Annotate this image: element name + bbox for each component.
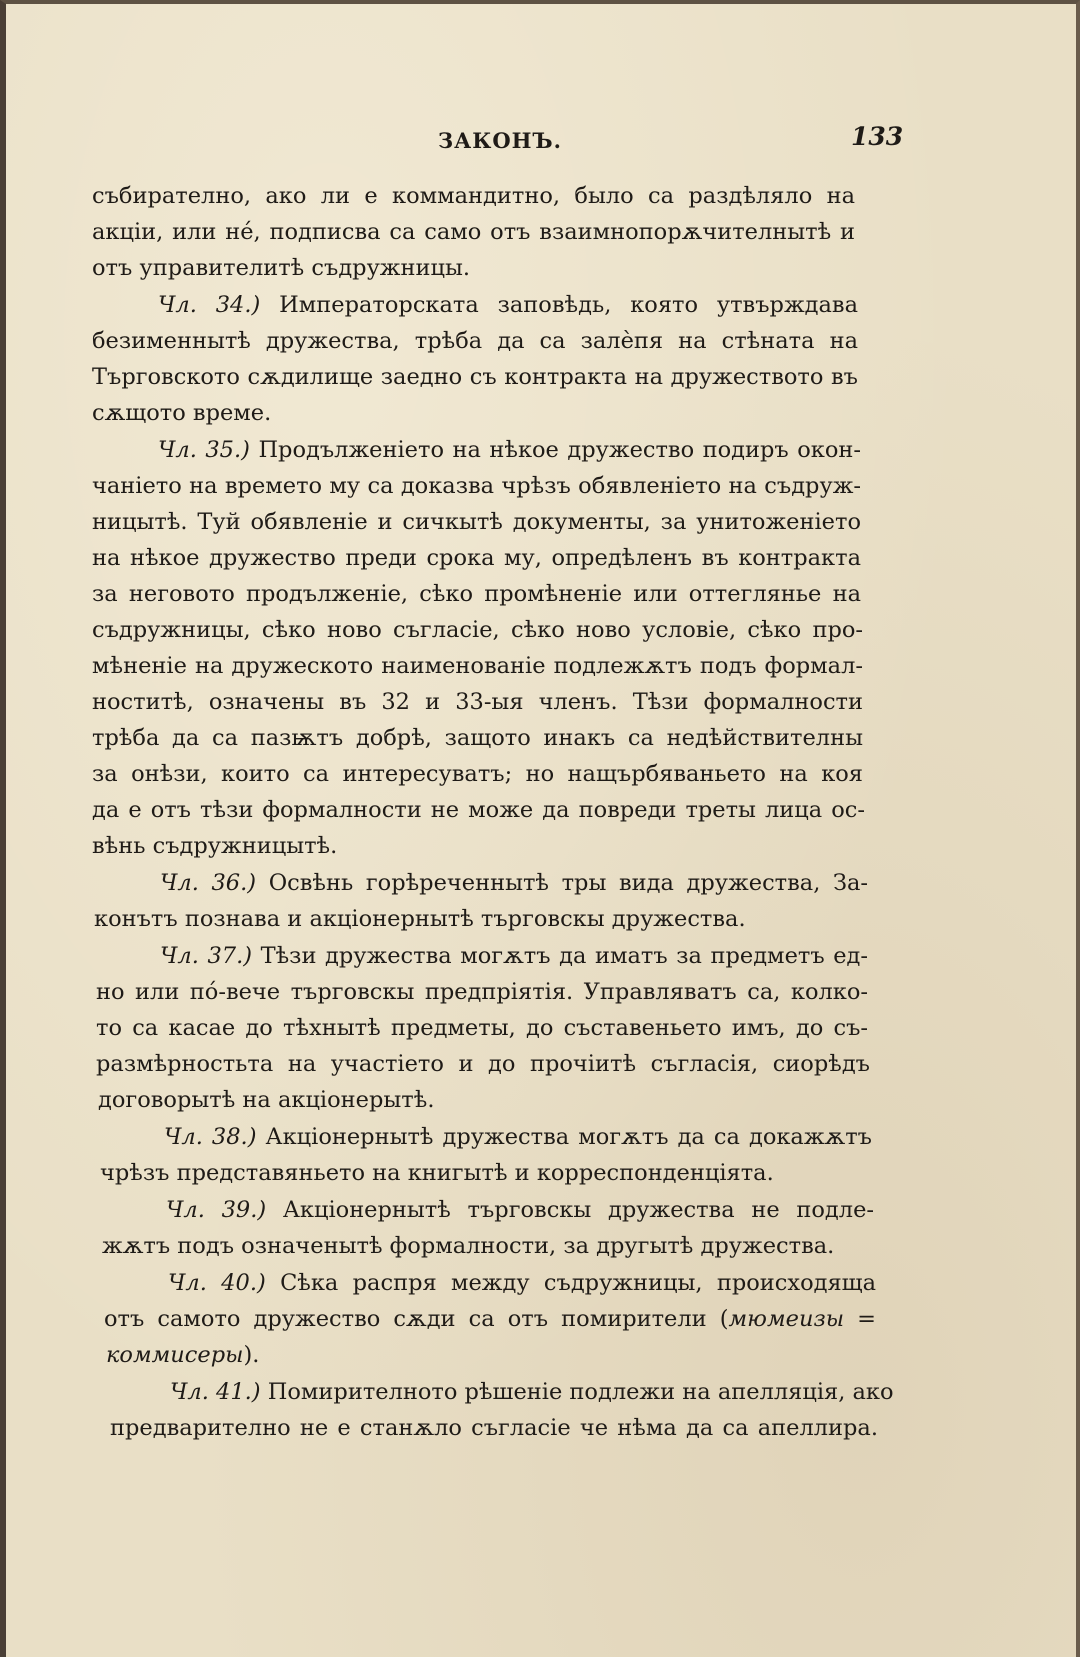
text-line: ноститѣ, означены въ 32 и 33-ыя членъ. Тѣзи формалности xyxy=(92,689,863,715)
text-line: то са касае до тѣхнытѣ предметы, до съставеньето имъ, до съ- xyxy=(96,1015,868,1041)
article-number: Чл. 38.) xyxy=(164,1124,257,1150)
text-line: чрѣзъ представяньето на книгытѣ и корреспонденціята. xyxy=(100,1160,774,1186)
text-line: вѣнь съдружницытѣ. xyxy=(92,833,338,859)
text-line: жѫтъ подъ означенытѣ формалности, за другытѣ дружества. xyxy=(102,1233,835,1259)
text-line: сѫщото време. xyxy=(92,400,272,426)
text-line: на нѣкое дружество преди срока му, опредѣленъ въ контракта xyxy=(92,545,861,571)
text-line: ницытѣ. Туй обявленіе и сичкытѣ документы, за унитоженіето xyxy=(92,509,861,535)
text-line: отъ самото дружество сѫди са отъ помирители (мюмеизы = xyxy=(104,1306,876,1332)
article-37: Чл. 37.) Тѣзи дружества могѫтъ да иматъ за предметъ ед- xyxy=(160,943,868,969)
text-line: Търговското сѫдилище заедно съ контракта на дружеството въ xyxy=(92,364,858,390)
text-line: безименнытѣ дружества, трѣба да са залѐпя на стѣната на xyxy=(92,328,858,354)
article-34: Чл. 34.) Императорската заповѣдь, която утвърждава xyxy=(158,292,858,318)
text-line: съдружницы, сѣко ново съгласіе, сѣко ново условіе, сѣко про- xyxy=(92,617,863,643)
text-line: трѣба да са пазѭтъ добрѣ, защото инакъ са недѣйствителны xyxy=(92,725,863,751)
article-number: Чл. 41.) xyxy=(170,1379,261,1405)
text-line: размѣрностьта на участіето и до прочіитѣ съгласія, сиорѣдъ xyxy=(96,1051,870,1077)
text-line: конътъ познава и акціонернытѣ търговскы дружества. xyxy=(94,906,746,932)
text-line: за онѣзи, които са интересуватъ; но нащърбяваньето на коя xyxy=(92,761,863,787)
article-number: Чл. 40.) xyxy=(168,1270,266,1296)
text-line: договорытѣ на акціонерытѣ. xyxy=(98,1087,435,1113)
text-line: чаніето на времето му са доказва чрѣзъ обявленіето на съдруж- xyxy=(92,473,861,499)
text-line: коммисеры). xyxy=(106,1342,260,1368)
text-line: предварително не е станѫло съгласіе че нѣма да са апеллира. xyxy=(110,1415,878,1441)
text-line: за неговото продълженіе, сѣко промѣненіе или оттеглянье на xyxy=(92,581,861,607)
article-40: Чл. 40.) Сѣка распря между съдружницы, происходяща xyxy=(168,1270,877,1296)
article-41: Чл. 41.) Помирителното рѣшеніе подлежи на апелляція, ако xyxy=(170,1379,894,1405)
article-number: Чл. 34.) xyxy=(158,292,261,318)
running-head-title: ЗАКОНЪ. xyxy=(438,128,562,153)
article-number: Чл. 37.) xyxy=(160,943,253,969)
article-39: Чл. 39.) Акціонернытѣ търговскы дружества не подле- xyxy=(166,1197,874,1223)
running-head xyxy=(6,122,1076,162)
article-number: Чл. 36.) xyxy=(160,870,257,896)
article-38: Чл. 38.) Акціонернытѣ дружества могѫтъ да са докажѫтъ xyxy=(164,1124,872,1150)
text-line: отъ управителитѣ съдружницы. xyxy=(92,255,471,281)
article-number: Чл. 39.) xyxy=(166,1197,267,1223)
page-number: 133 xyxy=(851,122,904,151)
text-line: но или по́-вече търговскы предпріятія. Управляватъ са, колко- xyxy=(96,979,868,1005)
text-line: да е отъ тѣзи формалности не може да повреди треты лица ос- xyxy=(92,797,865,823)
article-35: Чл. 35.) Продълженіето на нѣкое дружество подиръ окон- xyxy=(158,437,861,463)
article-number: Чл. 35.) xyxy=(158,437,250,463)
text-line: акціи, или не́, подписва са само отъ взаимнопорѫчителнытѣ и xyxy=(92,219,855,245)
article-36: Чл. 36.) Освѣнь горѣреченнытѣ тры вида дружества, За- xyxy=(160,870,869,896)
text-line: събирателно, ако ли е коммандитно, было са раздѣляло на xyxy=(92,183,855,209)
text-line: мѣненіе на дружеското наименованіе подлежѫтъ подъ формал- xyxy=(92,653,863,679)
